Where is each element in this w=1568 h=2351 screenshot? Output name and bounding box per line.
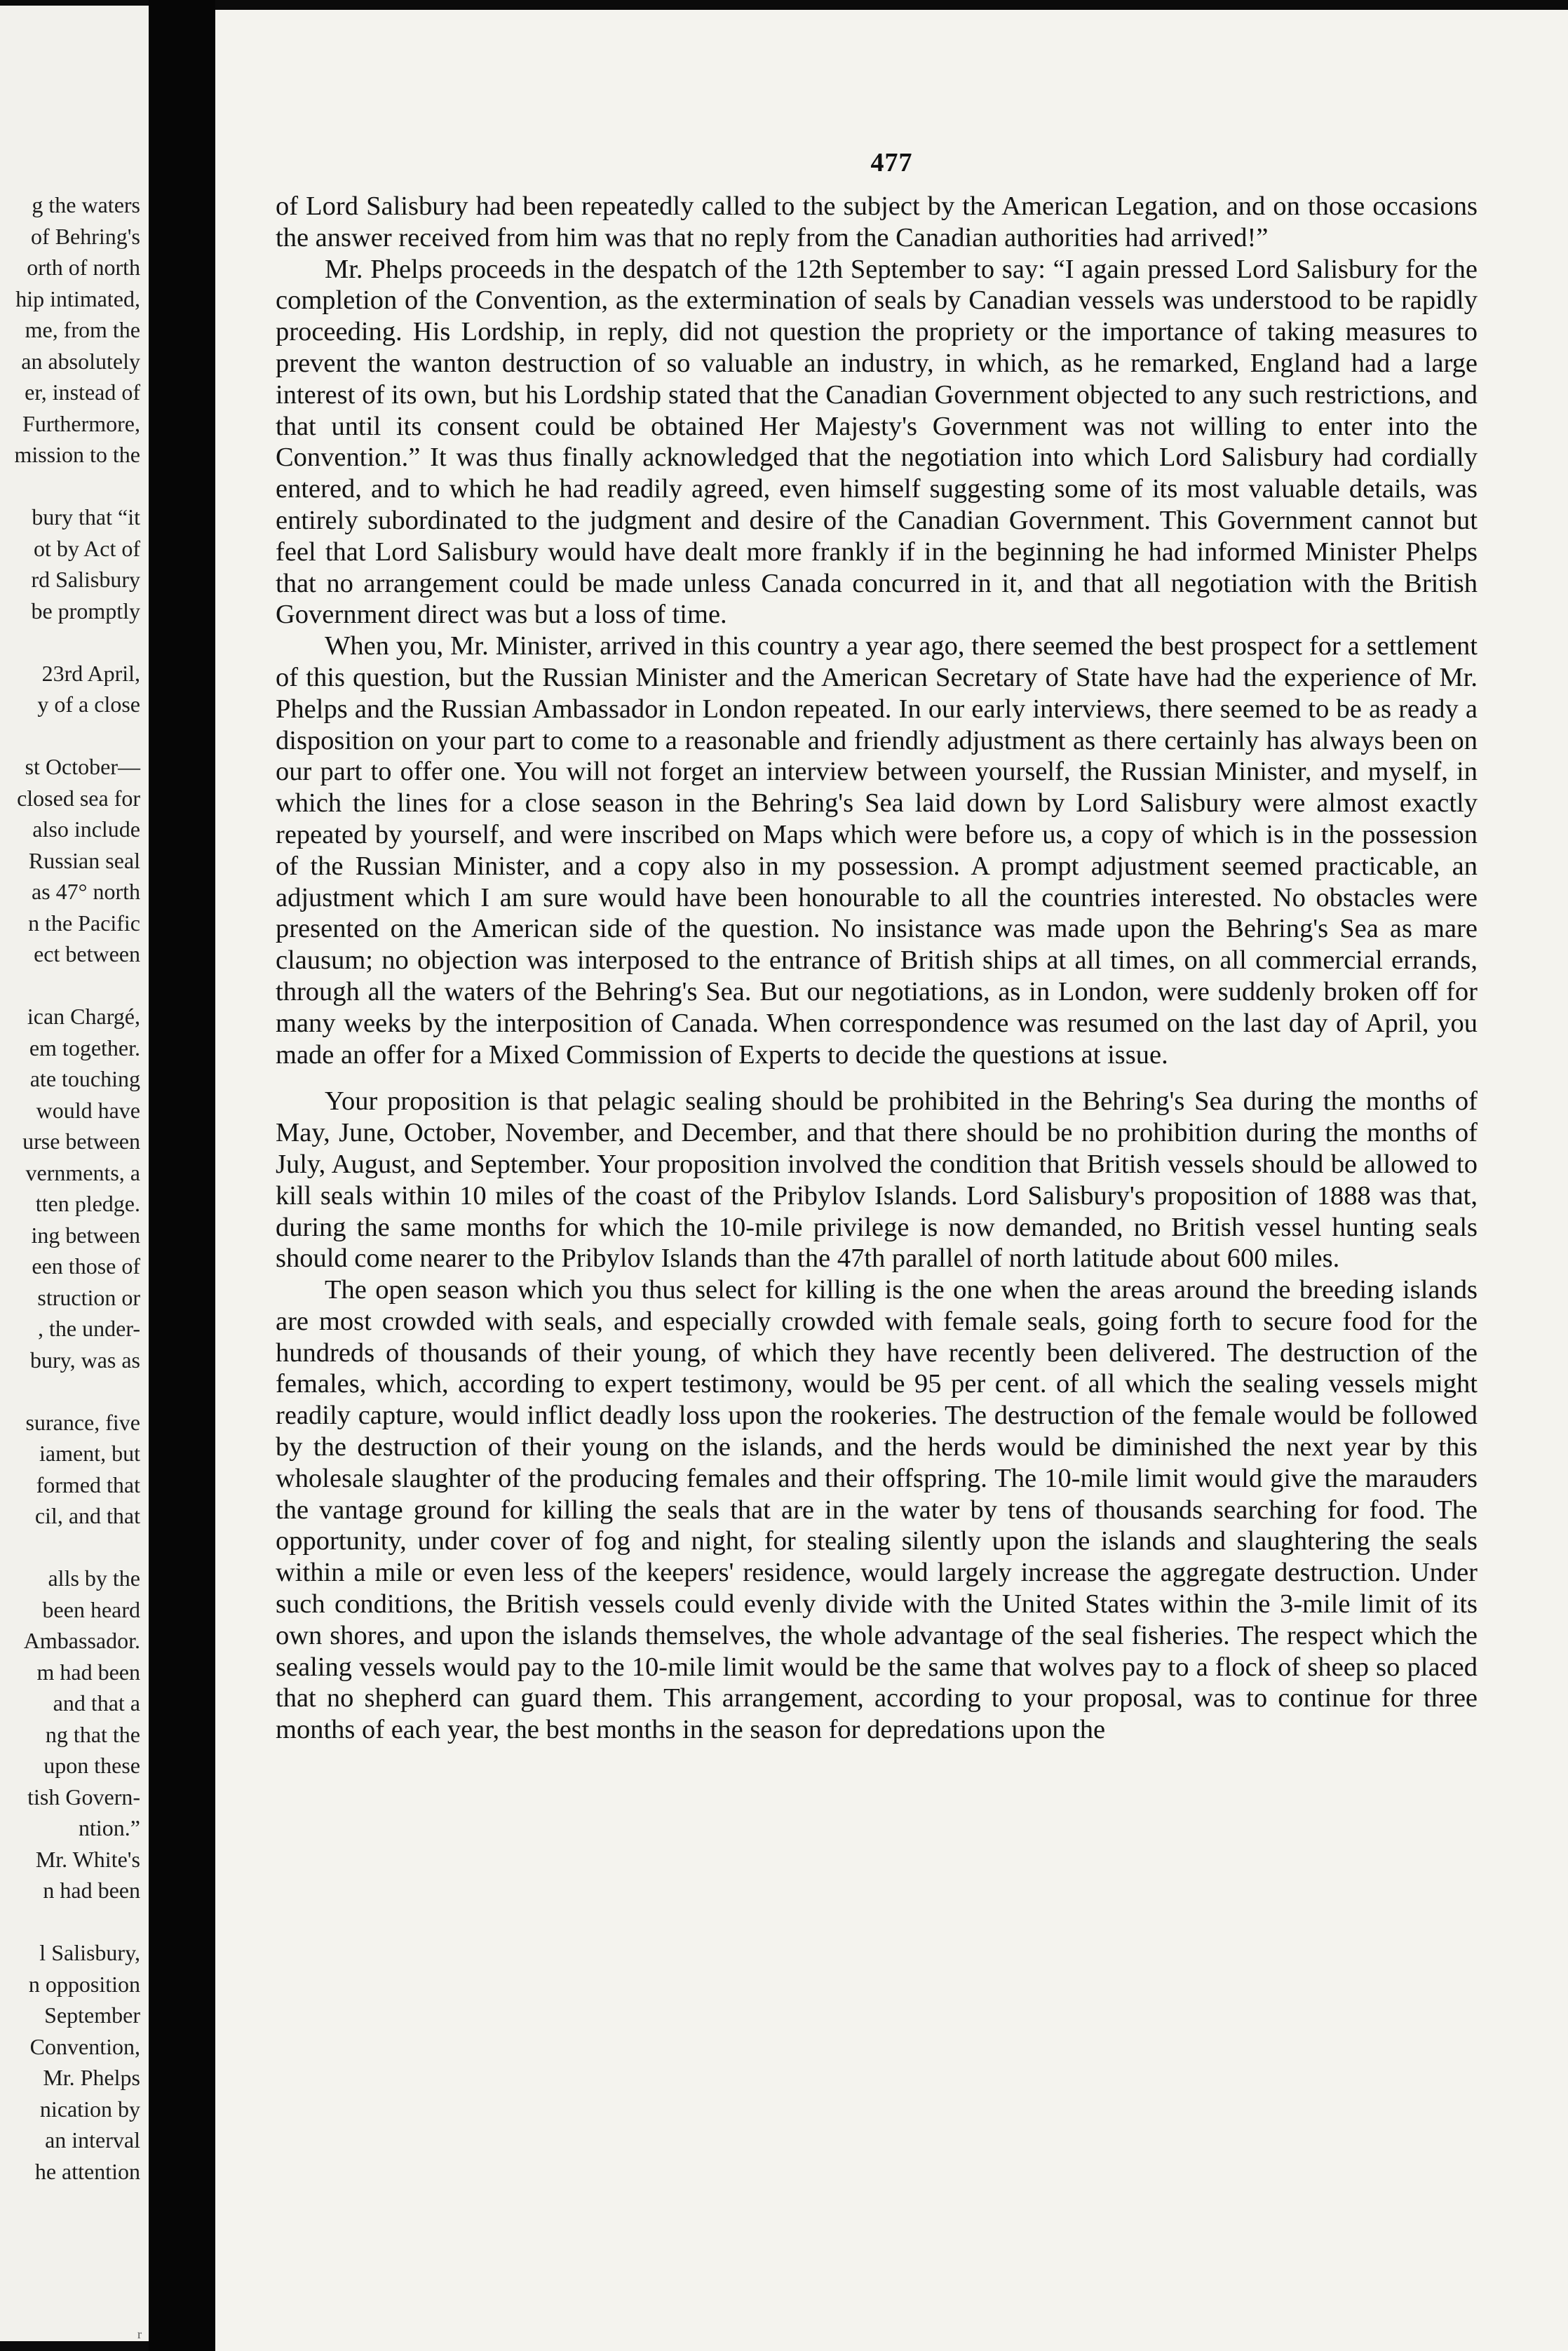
paragraph: Your proposition is that pelagic sealing should be prohibited in the Behring's Sea during the months of May, June, October, November, and December, and that there should be no prohibition during the months of July, August, and September. Your proposition involved the condition that British vessels should be allowed to kill seals within 10 miles of the coast of the Pribylov Islands. Lord Salisbury's proposition of 1888 was that, during the same months for which the 10-mile privilege is now demanded, no British vessel hunting seals should come nearer to the Pribylov Islands than the 47th parallel of north latitude about 600 miles. bbox=[276, 1086, 1478, 1274]
adjacent-page-line: ect between bbox=[34, 941, 140, 966]
paragraph: of Lord Salisbury had been repeatedly called to the subject by the American Legation, and on those occasions the answer received from him was that no reply from the Canadian authorities had arrived!” bbox=[276, 191, 1478, 252]
adjacent-page-line: n the Pacific bbox=[28, 910, 140, 936]
adjacent-page-lines bbox=[0, 189, 140, 2187]
adjacent-page-line bbox=[0, 970, 140, 1002]
adjacent-page-line: y of a close bbox=[37, 692, 140, 717]
adjacent-page-line: bury, was as bbox=[30, 1347, 140, 1373]
adjacent-page-line: g the waters bbox=[32, 192, 140, 217]
adjacent-page-line: iament, but bbox=[39, 1441, 140, 1466]
bottom-mark: r bbox=[137, 2327, 142, 2341]
adjacent-page-line: would have bbox=[36, 1097, 140, 1123]
paragraph: When you, Mr. Minister, arrived in this country a year ago, there seemed the best prospect for a settlement of this question, but the Russian Minister and the American Secretary of State have had the experience of Mr. Phelps and the Russian Ambassador in London repeated. In our early interviews, there seemed to be as ready a disposition on your part to come to a reasonable and friendly adjustment as there certainly has always been on our part to offer one. You will not forget an interview between yourself, the Russian Minister, and myself, in which the lines for a close season in the Behring's Sea laid down by Lord Salisbury were almost exactly repeated by yourself, and were inscribed on Maps which were before us, a copy of which is in the possession of the Russian Minister, and a copy also in my possession. A prompt adjustment seemed practicable, an adjustment which I am sure would have been honourable to all the countries interested. No obstacles were presented on the American side of the question. No insistance was made upon the Behring's Sea as mare clausum; no objection was interposed to the entrance of British ships at all times, on all commercial errands, through all the waters of the Behring's Sea. But our negotiations, as in London, were suddenly broken off for many weeks by the interposition of Canada. When correspondence was resumed on the last day of April, you made an offer for a Mixed Commission of Experts to decide the questions at issue. bbox=[276, 631, 1478, 1070]
adjacent-page-line: Russian seal bbox=[28, 847, 140, 873]
adjacent-page-line: n opposition bbox=[28, 1971, 140, 1997]
adjacent-page-line: formed that bbox=[36, 1471, 140, 1497]
adjacent-page-line: urse between bbox=[22, 1129, 140, 1154]
adjacent-page-line: m had been bbox=[36, 1659, 140, 1685]
page-number: 477 bbox=[870, 148, 913, 177]
adjacent-page-line: rd Salisbury bbox=[31, 567, 140, 592]
paragraph: The open season which you thus select for killing is the one when the areas around the breeding islands are most crowded with seals, and especially crowded with female seals, going forth to secure food for the hundreds of thousands of their young, of which they have recently been delivered. The destruction of the females, which, according to expert testimony, would be 95 per cent. of all which the sealing vessels might readily capture, would inflict deadly loss upon the rookeries. The destruction of the female would be followed by the destruction of their young on the islands, and the herds would be diminished the next year by this wholesale slaughter of the producing females and their offspring. The 10-mile limit would give the marauders the vantage ground for killing the seals that are in the water by tens of thousands searching for food. The opportunity, under cover of fog and night, for stealing silently upon the islands and slaughtering the seals within a mile or even less of the keepers' residence, would largely increase the aggregate destruction. Under such conditions, the British vessels could evenly divide with the United States within the 3-mile limit of its own shores, and upon the islands themselves, the whole advantage of the seal fisheries. The respect which the sealing vessels would pay to the 10-mile limit would be the same that wolves pay to a flock of sheep so placed that no shepherd can guard them. This arrangement, according to your proposal, was to continue for three months of each year, the best months in the season for depredations upon the bbox=[276, 1275, 1478, 1745]
adjacent-page-line: also include bbox=[32, 816, 140, 842]
adjacent-page-line: as 47° north bbox=[32, 879, 140, 904]
adjacent-page-line bbox=[0, 1906, 140, 1938]
adjacent-page-line bbox=[0, 471, 140, 502]
adjacent-page-line: me, from the bbox=[25, 317, 140, 342]
adjacent-page-line: surance, five bbox=[25, 1409, 140, 1435]
adjacent-page-line: be promptly bbox=[31, 598, 140, 624]
adjacent-page-line bbox=[0, 626, 140, 658]
adjacent-page-line: he attention bbox=[34, 2158, 140, 2184]
adjacent-page-line: struction or bbox=[37, 1284, 140, 1310]
adjacent-page-line: Mr. Phelps bbox=[43, 2065, 140, 2090]
adjacent-page-line: closed sea for bbox=[17, 785, 140, 811]
adjacent-page-line: n had been bbox=[43, 1878, 140, 1903]
adjacent-page-line: an absolutely bbox=[21, 348, 140, 374]
adjacent-page-line: em together. bbox=[29, 1035, 140, 1060]
adjacent-page-line: bury that “it bbox=[32, 504, 140, 530]
adjacent-page-line: vernments, a bbox=[25, 1159, 140, 1185]
adjacent-page-line: orth of north bbox=[27, 255, 140, 280]
adjacent-page-line: ot by Act of bbox=[34, 535, 140, 561]
adjacent-page-line: Ambassador. bbox=[23, 1628, 140, 1653]
adjacent-page-line: ntion.” bbox=[79, 1815, 140, 1840]
adjacent-page-line: and that a bbox=[53, 1690, 140, 1716]
adjacent-page-line: tten pledge. bbox=[35, 1191, 140, 1216]
adjacent-page-line: st October— bbox=[25, 754, 140, 779]
adjacent-page-line: tish Govern- bbox=[27, 1784, 140, 1810]
paragraph: Mr. Phelps proceeds in the despatch of the 12th September to say: “I again pressed Lord Salisbury for the completion of the Convention, as the extermination of seals by Canadian vessels was understood to be rapidly proceeding. His Lordship, in reply, did not question the propriety or the importance of taking measures to prevent the wanton destruction of so valuable an industry, in which, as he remarked, England had a large interest of its own, but his Lordship stated that the Canadian Government objected to any such restrictions, and that until its consent could be obtained Her Majesty's Government was not willing to enter into the Convention.” It was thus finally acknowledged that the negotiation into which Lord Salisbury had cordially entered, and to which he had readily agreed, even himself suggesting some of its most valuable details, was entirely subordinated to the judgment and desire of the Canadian Government. This Government cannot but feel that Lord Salisbury would have dealt more frankly if in the beginning he had informed Minister Phelps that no arrangement could be made unless Canada concurred in it, and that all negotiation with the British Government direct was but a loss of time. bbox=[276, 254, 1478, 630]
adjacent-page-line: er, instead of bbox=[25, 379, 140, 405]
adjacent-page-line: 23rd April, bbox=[41, 660, 140, 686]
adjacent-page-line: been heard bbox=[42, 1596, 140, 1622]
adjacent-page-line: an interval bbox=[45, 2127, 140, 2153]
adjacent-page-line: ing between bbox=[31, 1222, 140, 1248]
adjacent-page-line: cil, and that bbox=[34, 1503, 140, 1528]
adjacent-page-line: een those of bbox=[32, 1253, 140, 1279]
adjacent-page-line: ican Chargé, bbox=[27, 1004, 140, 1029]
adjacent-page-line: Mr. White's bbox=[35, 1846, 140, 1872]
adjacent-page-fragment bbox=[0, 6, 149, 2341]
adjacent-page-line: Furthermore, bbox=[22, 410, 140, 436]
adjacent-page-line: , the under- bbox=[38, 1316, 140, 1341]
page-body bbox=[276, 191, 1478, 1746]
adjacent-page-line: ate touching bbox=[29, 1066, 140, 1091]
adjacent-page-line: hip intimated, bbox=[15, 285, 140, 311]
adjacent-page-line: mission to the bbox=[14, 442, 140, 467]
document-page bbox=[215, 10, 1568, 2351]
adjacent-page-line: Convention, bbox=[29, 2033, 140, 2059]
adjacent-page-line: nication by bbox=[39, 2096, 140, 2122]
adjacent-page-line: l Salisbury, bbox=[39, 1940, 140, 1965]
book-gutter bbox=[149, 0, 215, 2351]
adjacent-page-line bbox=[0, 1375, 140, 1407]
adjacent-page-line: alls by the bbox=[48, 1565, 140, 1591]
adjacent-page-line: ng that the bbox=[45, 1721, 140, 1747]
adjacent-page-line: of Behring's bbox=[31, 223, 140, 249]
adjacent-page-line: upon these bbox=[43, 1753, 140, 1778]
adjacent-page-line bbox=[0, 720, 140, 752]
adjacent-page-line bbox=[0, 1532, 140, 1563]
adjacent-page-line: September bbox=[44, 2002, 140, 2028]
